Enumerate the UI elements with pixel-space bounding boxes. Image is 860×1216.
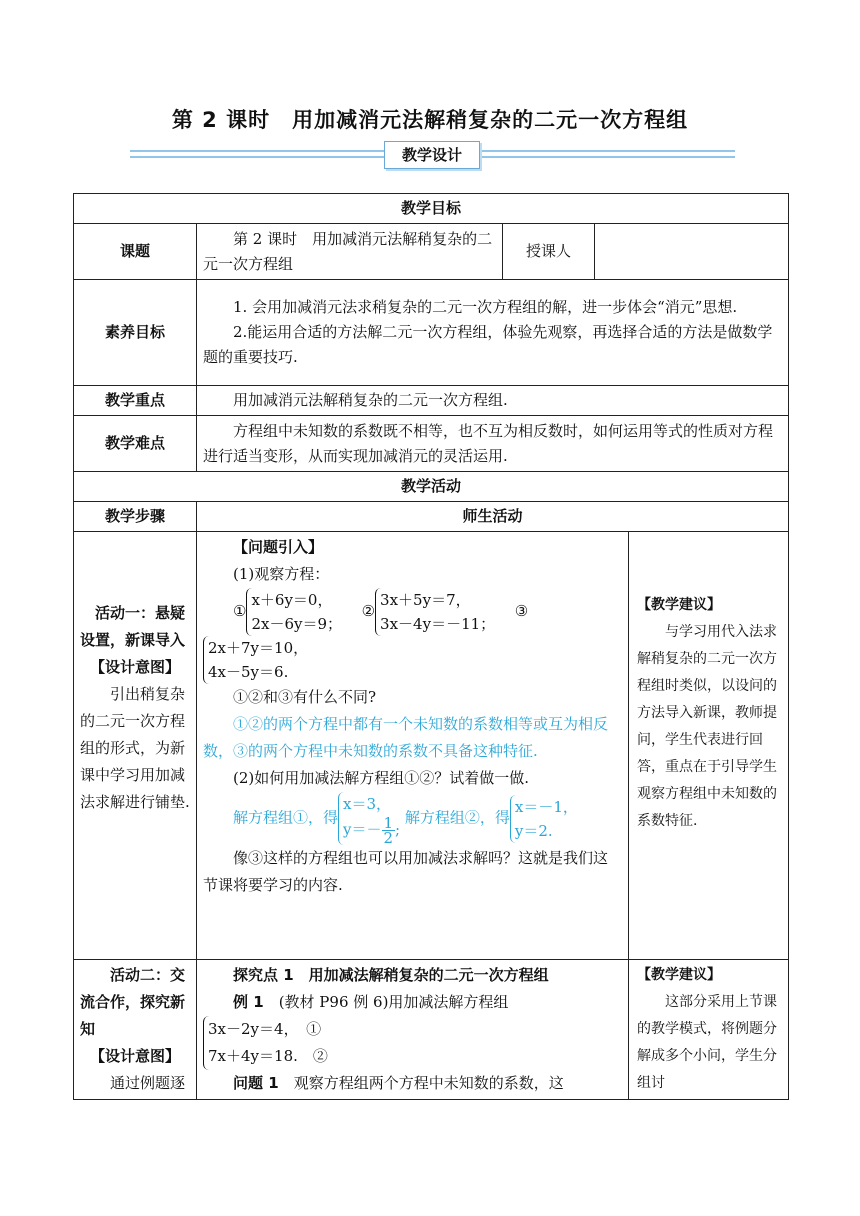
circle-2: ② (361, 602, 376, 620)
solution-2-prefix: 解方程组②，得 (404, 808, 510, 827)
section-banner: 教学设计 (384, 141, 480, 169)
literacy-goal-2: 2.能运用合适的方法解二元一次方程组，体验先观察，再选择合适的方法是做数学题的重要技巧. (203, 323, 773, 366)
goals-header: 教学目标 (74, 194, 789, 224)
steps-label: 教学步骤 (74, 502, 197, 532)
topic-value: 第 2 课时 用加减消元法解稍复杂的二元一次方程组 (197, 224, 503, 280)
example-system-wrap (203, 1016, 622, 1070)
activity1-intent-label: 【设计意图】 (89, 658, 180, 676)
literacy-label: 素养目标 (74, 280, 197, 386)
solution-1: x＝3， y＝－ $\frac{1}{2}$ ; (338, 792, 400, 845)
circle-1: ① (233, 602, 247, 620)
activity2-step-cell (74, 960, 197, 1100)
lesson-plan-table (73, 193, 789, 1100)
activity1-q1: (1)观察方程： (233, 565, 330, 583)
activity2-side (629, 960, 789, 1100)
example-system: 3x－2y＝4， ① 7x＋4y＝18. ② (203, 1016, 328, 1070)
topic-label: 课题 (74, 224, 197, 280)
activity1-side-heading: 【教学建议】 (637, 597, 721, 613)
activity1-intent: 引出稍复杂的二元一次方程组的形式，为新课中学习用加减法求解进行铺垫. (80, 685, 190, 811)
activity1-heading: 【问题引入】 (233, 538, 324, 556)
activity1-side (629, 532, 789, 960)
solution-2: x＝－1， y＝2. (510, 795, 578, 843)
literacy-goals (197, 280, 789, 386)
system-3: 2x＋7y＝10， 4x－5y＝6. (203, 636, 308, 684)
activities-header: 教学活动 (74, 472, 789, 502)
example-text: (教材 P96 例 6)用加减法解方程组 (278, 993, 509, 1011)
activity2-explore: 探究点 1 用加减法解稍复杂的二元一次方程组 (233, 966, 549, 984)
activity1-step-cell (74, 532, 197, 960)
key-label: 教学重点 (74, 386, 197, 416)
activity2-intent: 通过例题逐 (110, 1074, 186, 1092)
teacher-value (595, 224, 789, 280)
difficult-label: 教学难点 (74, 416, 197, 472)
activity2-content (197, 960, 629, 1100)
activity2-side-text: 这部分采用上节课的教学模式，将例题分解成多个小问，学生分组讨 (637, 994, 777, 1091)
activity1-step: 活动一：悬疑设置，新课导入 (80, 604, 186, 649)
system-3-wrap (203, 636, 622, 684)
activity1-solutions (203, 792, 622, 845)
system-1: x＋6y＝0， 2x－6y＝9； (246, 588, 342, 636)
activity1-q2: (2)如何用加减法解方程组①②？试着做一做. (233, 769, 530, 787)
activity2-side-heading: 【教学建议】 (637, 967, 721, 983)
activity1-content (197, 532, 629, 960)
activity2-step: 活动二：交流合作，探究新知 (80, 966, 186, 1038)
activity1-q3: 像③这样的方程组也可以用加减法求解吗？这就是我们这节课将要学习的内容. (203, 849, 609, 894)
activity2-intent-label: 【设计意图】 (89, 1047, 180, 1065)
problem-label: 问题 1 (233, 1074, 279, 1092)
system-2: 3x＋5y＝7， 3x－4y＝－11； (375, 588, 495, 636)
solution-1-prefix: 解方程组①，得 (233, 808, 339, 827)
difficult-value: 方程组中未知数的系数既不相等，也不互为相反数时，如何运用等式的性质对方程进行适当变形，从而实现加减消元的灵活运用. (197, 416, 789, 472)
activity1-q-diff: ①②和③有什么不同? (233, 688, 377, 706)
circle-3: ③ (514, 602, 529, 620)
activity-label: 师生活动 (197, 502, 789, 532)
example-label: 例 1 (233, 993, 264, 1011)
activity1-answer-diff: ①②的两个方程中都有一个未知数的系数相等或互为相反数，③的两个方程中未知数的系数不具备这种特征. (203, 715, 609, 760)
activity1-side-text: 与学习用代入法求解稍复杂的二元一次方程组时类似，以设问的方法导入新课，教师提问，学生代表进行回答，重点在于引导学生观察方程组中未知数的系数特征. (637, 624, 777, 829)
key-value: 用加减消元法解稍复杂的二元一次方程组. (197, 386, 789, 416)
page-title: 第 2 课时 用加减消元法解稍复杂的二元一次方程组 (171, 108, 689, 132)
activity1-systems (203, 588, 622, 636)
teacher-label: 授课人 (503, 224, 595, 280)
literacy-goal-1: 1. 会用加减消元法求稍复杂的二元一次方程组的解，进一步体会“消元”思想. (233, 298, 738, 316)
problem-text: 观察方程组两个方程中未知数的系数，这 (293, 1074, 564, 1092)
